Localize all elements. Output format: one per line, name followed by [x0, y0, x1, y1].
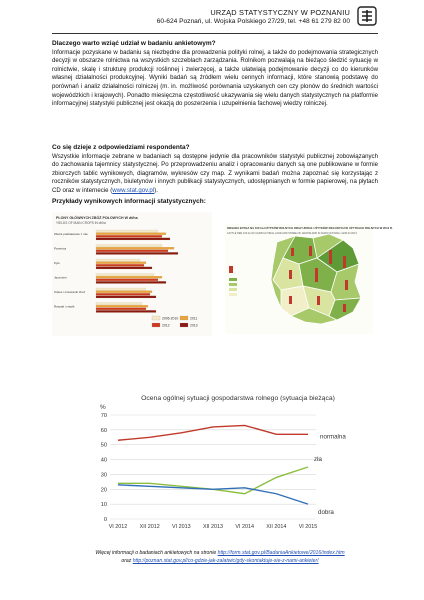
cattle-map: [225, 224, 393, 334]
fig1-bar: [96, 310, 156, 312]
fig1-legend-label: 2011: [190, 316, 198, 321]
fig1-bar: [96, 279, 158, 281]
fig1-category-label: Zboża podstawowe z mie: [54, 232, 88, 236]
stat-gov-link[interactable]: www.stat.gov.pl: [112, 186, 155, 194]
fig1-category-label: Owies i mieszanki zboż: [54, 290, 86, 294]
footer-line-1: Więcej informacji o badaniach ankietowych na stronie http://form.stat.gov.pl/BadaniaAnkietowe/2016/index.htm: [95, 550, 345, 556]
x-tick-label: XII 2013: [202, 524, 224, 530]
x-tick-label: VI 2014: [235, 524, 254, 530]
fig1-legend-label: 2012: [162, 323, 170, 328]
fig1-bar: [96, 250, 168, 252]
section-respondent-answers: [52, 144, 378, 196]
fig1-legend-swatch: [180, 316, 188, 320]
fig1-bar: [96, 296, 156, 298]
fig1-bar: [96, 233, 166, 235]
fig1-bar: [96, 274, 154, 276]
fig1-category-label: Rzepak i rzepik: [54, 304, 75, 309]
y-tick-label: 70: [100, 413, 107, 419]
fig1-bar: [96, 281, 166, 283]
fig1-bar: [96, 308, 146, 310]
fig1-bar: [96, 247, 174, 249]
fig1-bar: [96, 262, 146, 264]
fig1-legend-swatch: [152, 316, 160, 320]
header-divider: [52, 33, 378, 34]
fig1-legend-swatch: [180, 323, 188, 327]
fig1-subtitle: YIELDS OF MAIN CROPS IN dt/ha: [56, 221, 106, 225]
fig1-legend-label: 2006-2010: [162, 316, 179, 321]
fig1-category-label: Pszenica: [54, 246, 67, 251]
y-tick-label: 0: [103, 517, 107, 523]
fig1-bar: [96, 238, 170, 240]
yields-bar-figure: [52, 212, 212, 336]
fig1-bar: [96, 264, 144, 266]
section-heading: Dlaczego warto wziąć udział w badaniu ankietowym?: [52, 40, 216, 47]
fig1-bar: [96, 259, 140, 261]
farm-situation-line-chart: [88, 395, 388, 540]
form-survey-link[interactable]: http://form.stat.gov.pl/BadaniaAnkietowe/2016/index.htm: [217, 550, 345, 556]
y-tick-label: 10: [100, 502, 107, 509]
section-heading: Przykłady wynikowych informacji statystycznych:: [52, 198, 206, 205]
series-label: normalna: [320, 433, 346, 441]
y-tick-label: 30: [100, 472, 107, 479]
y-tick-label: 40: [100, 457, 107, 464]
fig1-legend-label: 2013: [190, 323, 198, 328]
poznan-stat-link[interactable]: http://poznan.stat.gov.pl/co-gdzie-jak-zalatwic/gdy-skontaktuje-sie-z-nami-ankieter/: [132, 558, 319, 564]
fig1-bar: [96, 245, 162, 247]
fig1-legend-swatch: [152, 323, 160, 327]
x-tick-label: XII 2014: [266, 524, 287, 530]
y-tick-label: 20: [100, 487, 107, 494]
organization-name: URZĄD STATYSTYCZNY W POZNANIU: [210, 8, 350, 17]
fig1-category-label: Żyto: [54, 261, 60, 265]
x-tick-label: VI 2013: [172, 524, 191, 530]
page-header: [90, 8, 350, 26]
series-line-normalna: [118, 425, 308, 440]
fig1-bar: [96, 293, 150, 295]
section-heading: Co się dzieje z odpowiedziami respondenta?: [52, 144, 190, 151]
series-line-dobra: [118, 485, 308, 504]
map-legend: [229, 266, 237, 296]
fig2-subtitle: CATTLE PER 100 ha OF AGRICULTURAL LAND AND SHARE OF GRASSLAND IN AGRICULTURAL LAND IN 2013: [227, 232, 357, 235]
fig1-bar: [96, 267, 152, 269]
chart-title: Ocena ogólnej sytuacji gospodarstwa rolnego (sytuacja bieżąca): [141, 395, 335, 402]
x-tick-label: VI 2012: [108, 524, 128, 530]
section-examples: [52, 198, 378, 207]
fig1-bar: [96, 252, 178, 254]
x-tick-label: XII 2012: [139, 524, 160, 530]
fig1-bar: [96, 230, 158, 232]
page-footer: [40, 549, 400, 565]
fig1-bar: [96, 276, 162, 278]
organization-address: 60-624 Poznań, ul. Wojska Polskiego 27/29, tel. +48 61 279 82 00: [156, 18, 350, 25]
y-tick-label: 60: [100, 427, 107, 434]
section-body: Wszystkie informacje zebrane w badaniach są dostępne jedynie dla pracowników statystyki publicznej zobowiązanych do zachowania tajemnicy statystycznej. Po przeprowadzeniu analiz i opracowaniu danych są one publikowane w formie zbiorczych tablic wynikowych, diagramów, wykresów czy map. Z wynikami badań można zapoznać się korzystając z roczników statystycznych, biuletynów i innych publikacji statystycznych, udostępnianych w formie papierowej, na płytach CD oraz w internecie (www.stat.gov.pl).: [52, 152, 378, 194]
cattle-map-figure: [225, 224, 393, 334]
yields-bar-chart: [52, 212, 212, 336]
fig1-bar: [96, 305, 148, 307]
x-tick-label: VI 2015: [298, 524, 318, 530]
fig2-title: OBSADA BYDŁA NA 100 ha UŻYTKÓW ROLNYCH ORAZ UDZIAŁ UŻYTKÓW ZIELONYCH W UŻYTKACH ROLNYCH W 2013 R.: [227, 226, 393, 230]
series-label: dobra: [318, 509, 334, 517]
section-why-participate: [52, 40, 378, 109]
fig1-bar: [96, 303, 142, 305]
y-axis-label: %: [100, 404, 106, 411]
fig1-bar: [96, 235, 162, 237]
section-body: Informacje pozyskane w badaniu są niezbędne dla prowadzenia polityki rolnej, a także do podejmowania strategicznych decyzji w obszarze rolnictwa na wszystkich szczeblach zarządzania. Rolnikom pozwalają na bieżąco śledzić sytuację w rolnictwie, skalę i strukturę produkcji roślinnej i zwierzęcej, a także ułatwiają podejmowanie decyzji co do kierunków własnej działalności produkcyjnej. Wyniki badań są źródłem wielu cennych informacji, które stanowią podstawę do porównań i analiz działalności rolniczej (m. in. możliwość porównania uzyskanych cen czy plonów do średnich wartości wojewódzkich i krajowych). Ponadto miesięczna częstotliwość ukazywania się wielu danych statystycznych na platformie informacyjnej statystyki publicznej jest okazją do poszerzenia i uzupełnienia fachowej wiedzy rolniczej.: [52, 48, 378, 108]
fig1-title: PLONY GŁÓWNYCH ZBÓŻ POŁOWYCH W dt/ha: [56, 216, 138, 220]
series-label: zła: [314, 456, 322, 463]
line-chart-svg: [88, 395, 388, 540]
y-tick-label: 50: [100, 442, 107, 449]
gus-logo-icon: [357, 6, 377, 26]
fig1-bar: [96, 288, 146, 290]
fig1-bar: [96, 291, 152, 293]
fig1-category-label: Jęczmień: [54, 275, 67, 280]
footer-line-2: oraz http://poznan.stat.gov.pl/co-gdzie-jak-zalatwic/gdy-skontaktuje-sie-z-nami-ankieter/: [121, 558, 319, 564]
